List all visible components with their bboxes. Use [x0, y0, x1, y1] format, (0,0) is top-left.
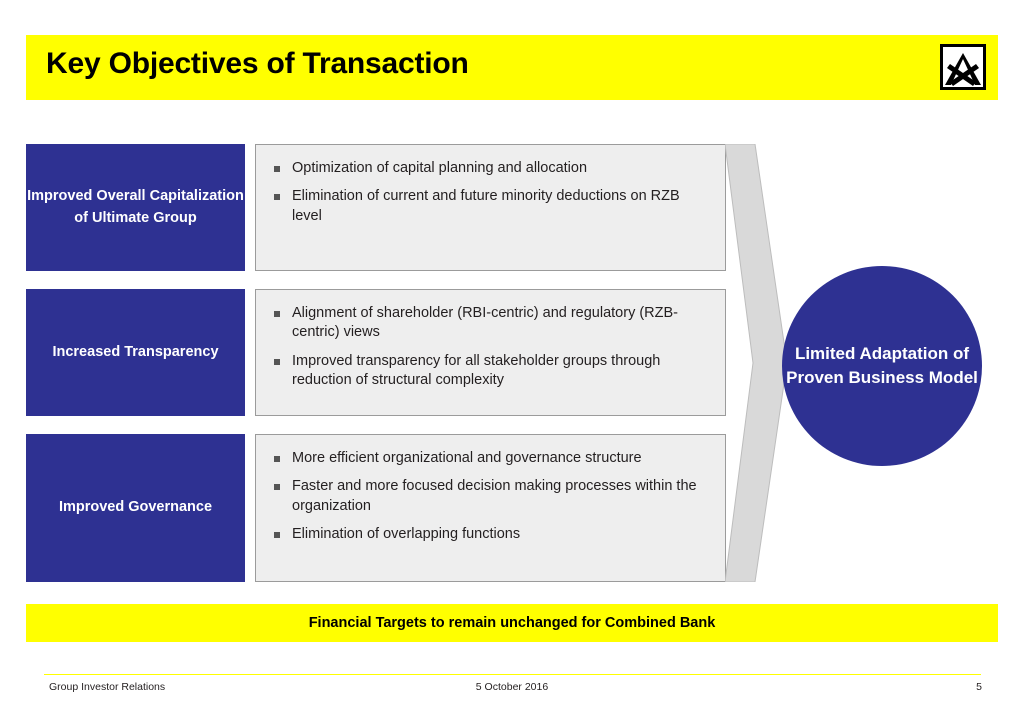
- square-bullet-icon: [274, 484, 280, 490]
- raiffeisen-gable-cross-logo-icon: [940, 44, 986, 90]
- bullet-text: More efficient organizational and governance structure: [292, 450, 642, 466]
- bullet-item: [270, 477, 713, 516]
- callout-circle: [782, 266, 982, 466]
- footer-divider: [44, 674, 981, 675]
- square-bullet-icon: [274, 532, 280, 538]
- bullet-text: Faster and more focused decision making processes within the organization: [292, 478, 697, 514]
- bullet-item: [270, 352, 713, 391]
- highlight-banner-text: Financial Targets to remain unchanged for Combined Bank: [308, 615, 716, 631]
- footer-page-number: 5: [976, 681, 982, 693]
- title-banner: [26, 35, 998, 100]
- bullet-text: Elimination of overlapping functions: [292, 525, 521, 542]
- bullet-item: [270, 525, 713, 544]
- arrow-right-icon: [725, 144, 787, 582]
- square-bullet-icon: [274, 311, 280, 317]
- objective-content-3: [255, 434, 726, 582]
- footer-department: Group Investor Relations: [49, 681, 166, 693]
- bullet-text: Improved transparency for all stakeholder groups through reduction of structural complexity: [292, 352, 661, 388]
- callout-circle-text: Limited Adaptation of Proven Business Model: [786, 343, 978, 387]
- bullet-item: [270, 449, 713, 468]
- objective-label-3: [26, 434, 245, 582]
- square-bullet-icon: [274, 166, 280, 172]
- bullet-item: [270, 159, 713, 178]
- bullet-item: [270, 187, 713, 226]
- page-title: Key Objectives of Transaction: [46, 47, 469, 80]
- bullet-item: [270, 304, 713, 343]
- highlight-banner: [26, 604, 998, 642]
- objective-label-1: [26, 144, 245, 271]
- square-bullet-icon: [274, 456, 280, 462]
- square-bullet-icon: [274, 359, 280, 365]
- objective-label-3-text: Improved Governance: [58, 499, 213, 516]
- objective-label-1-text: Improved Overall Capitalization of Ultimate Group: [27, 188, 244, 226]
- objective-content-2: [255, 289, 726, 416]
- bullet-text: Optimization of capital planning and allocation: [292, 160, 588, 176]
- footer-date: 5 October 2016: [475, 681, 549, 693]
- square-bullet-icon: [274, 194, 280, 200]
- bullet-text: Alignment of shareholder (RBI-centric) and regulatory (RZB-centric) views: [292, 305, 679, 341]
- objective-content-1: [255, 144, 726, 271]
- bullet-text: Elimination of current and future minority deductions on RZB level: [292, 188, 680, 224]
- objective-label-2: [26, 289, 245, 416]
- objective-label-2-text: Increased Transparency: [52, 343, 219, 360]
